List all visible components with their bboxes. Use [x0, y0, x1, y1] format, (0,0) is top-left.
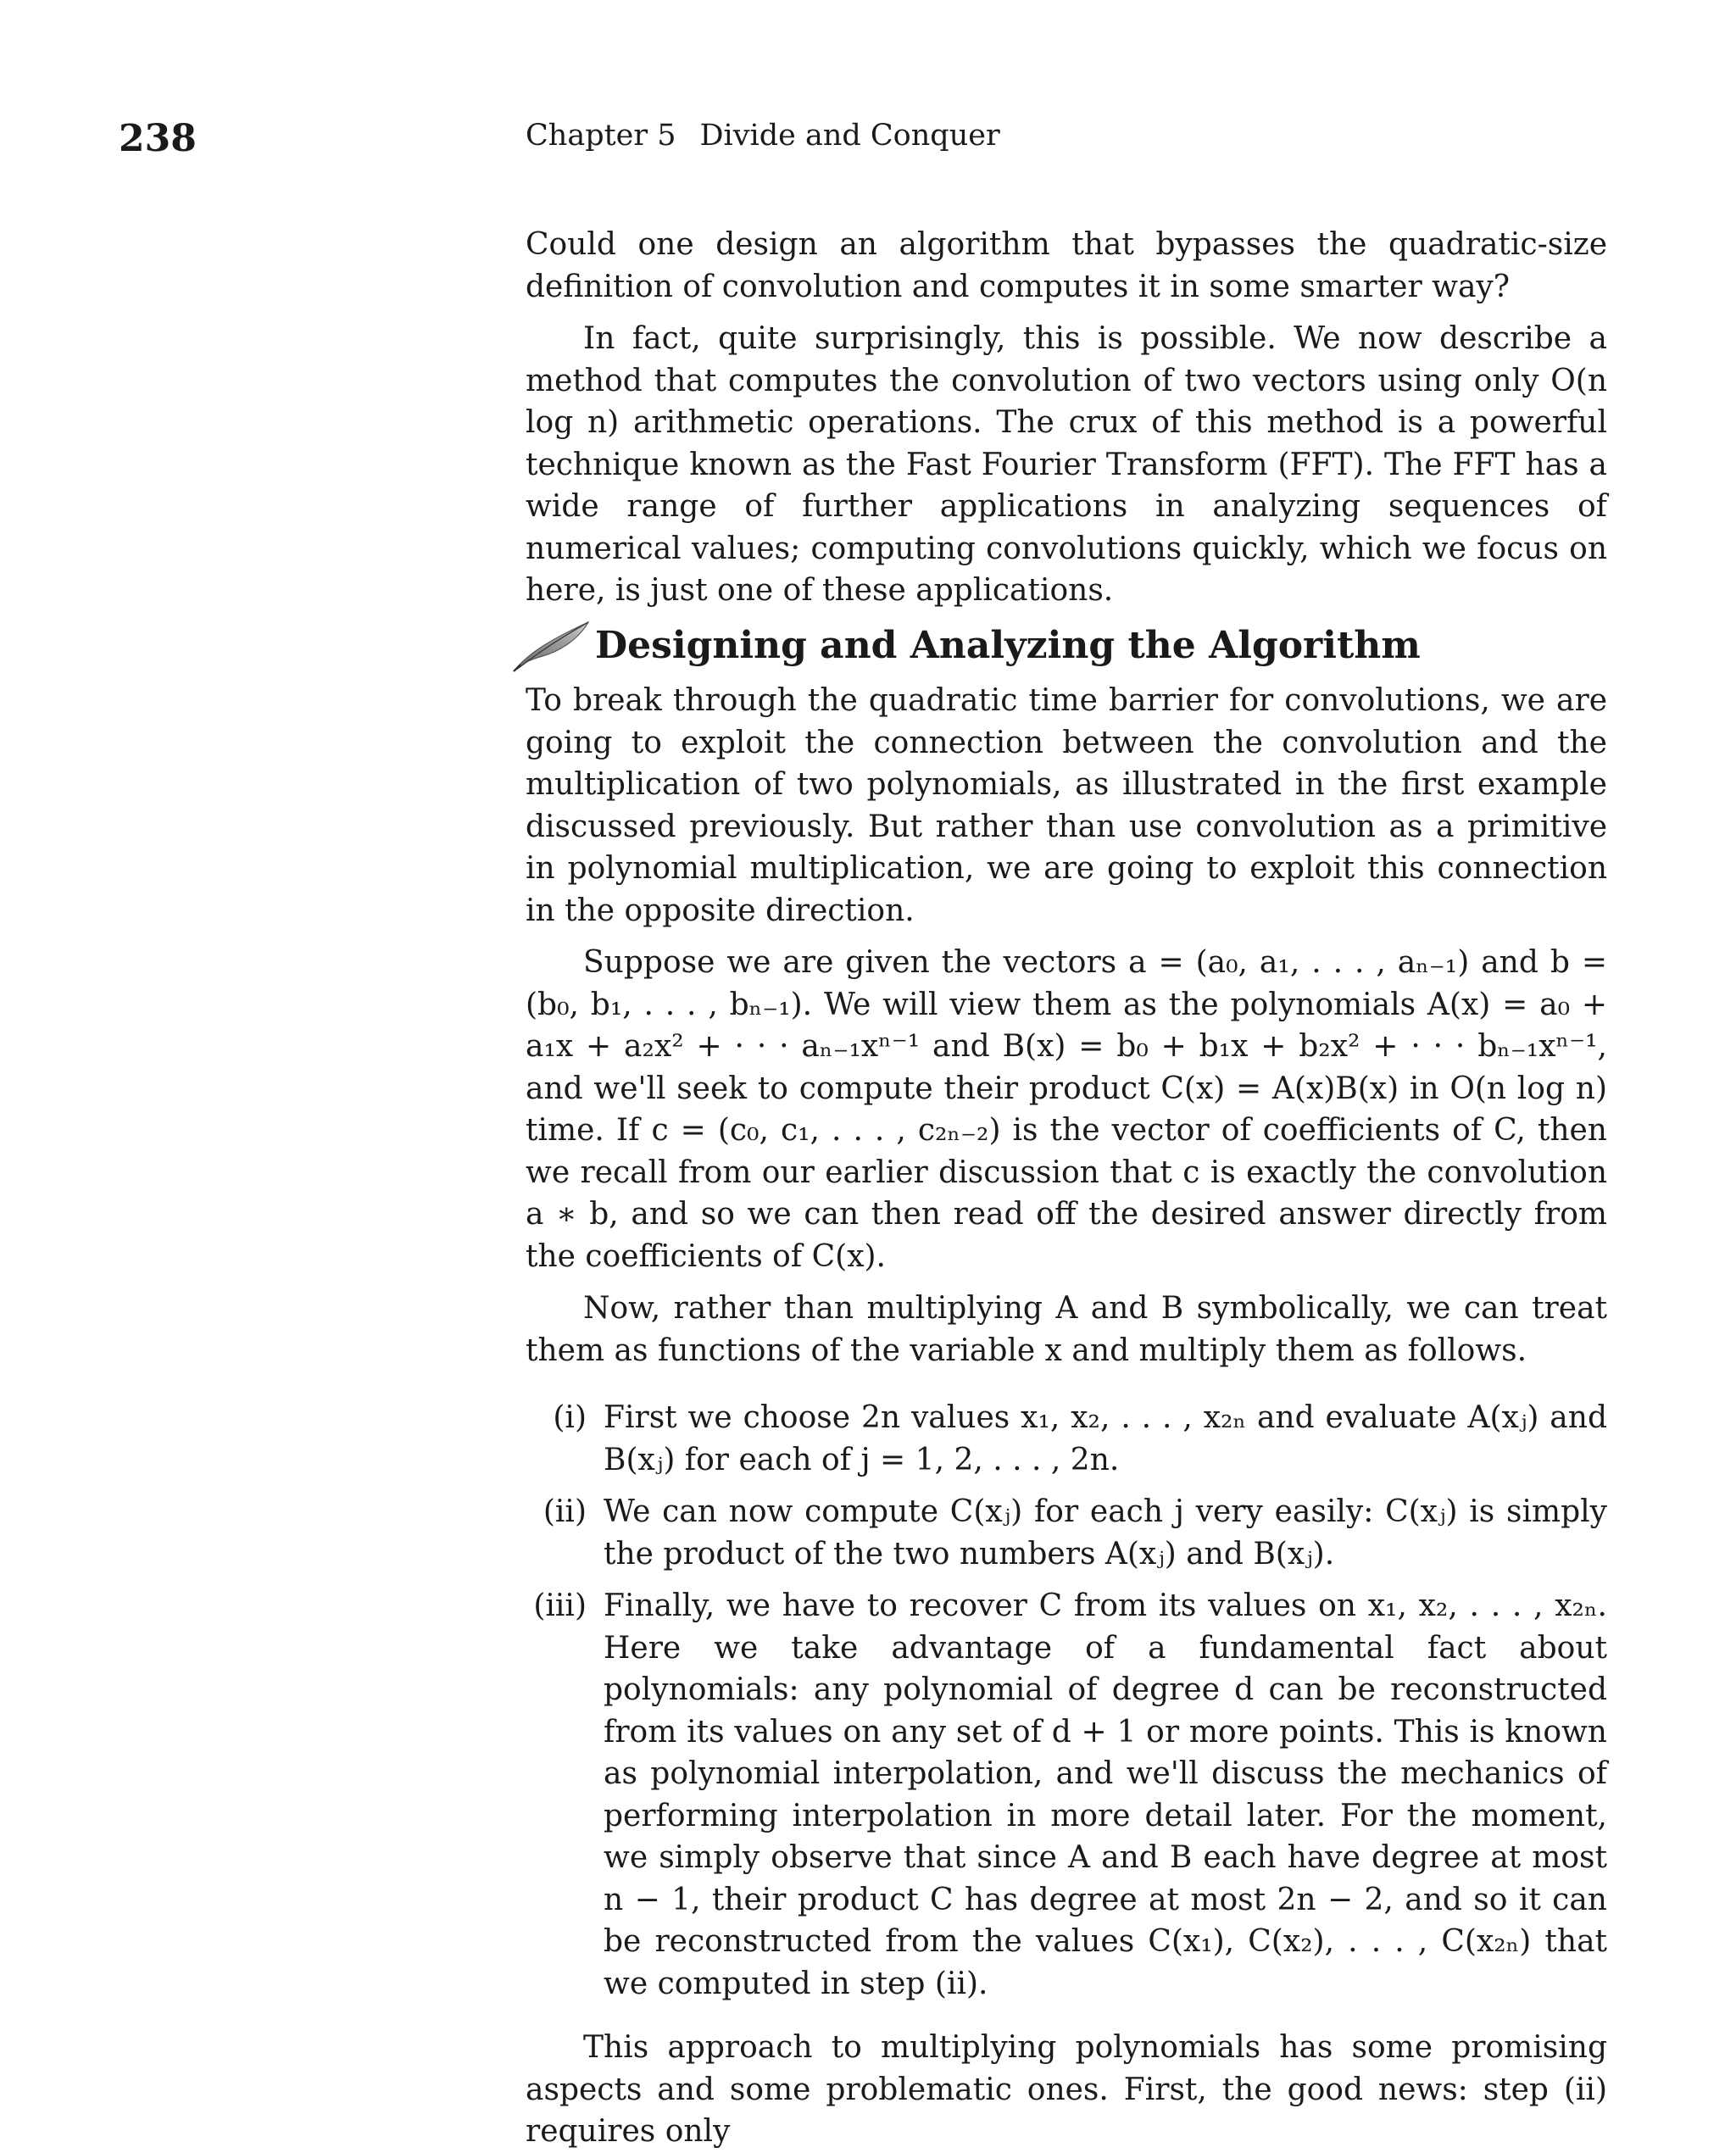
paragraph: In fact, quite surprisingly, this is possible. We now describe a method that computes the convolution of two vectors using only O(n log n) arithmetic operations. The crux of this method is a powerful technique known as the Fast Fourier Transform (FFT). The FFT has a wide range of further applications in analyzing sequences of numerical values; computing convolutions quickly, which we focus on here, is just one of these applications.: [526, 321, 1607, 608]
intro-block: [526, 224, 1607, 612]
chapter-label: Chapter 5: [526, 119, 676, 153]
section-heading: [509, 615, 1421, 675]
step-number: (iii): [533, 1588, 587, 1623]
paragraph: Now, rather than multiplying A and B symbolically, we can treat them as functions of the variable x and multiply them as follows.: [526, 1291, 1607, 1368]
paragraph: Suppose we are given the vectors a = (a₀, a₁, . . . , aₙ₋₁) and b = (b₀, b₁, . . . , bₙ₋₁). We will view them as the polynomials A(x) = a₀ + a₁x + a₂x² + · · · aₙ₋₁xⁿ⁻¹ and B(x) = b₀ + b₁x + b₂x² + · · · bₙ₋₁xⁿ⁻¹, and we'll seek to compute their product C(x) = A(x)B(x) in O(n log n) time. If c = (c₀, c₁, . . . , c₂ₙ₋₂) is the vector of coefficients of C, then we recall from our earlier discussion that c is exactly the convolution a ∗ b, and so we can then read off the desired answer directly from the coefficients of C(x).: [526, 945, 1607, 1274]
paragraph: This approach to multiplying polynomials has some promising aspects and some problematic ones. First, the good news: step (ii) requires only: [526, 2030, 1607, 2149]
page-number: 238: [119, 117, 197, 160]
steps-list: [526, 1397, 1607, 2005]
step-number: (ii): [542, 1494, 587, 1529]
paragraph: Could one design an algorithm that bypasses the quadratic-size definition of convolution and computes it in some smarter way?: [526, 227, 1607, 304]
step-text: We can now compute C(xⱼ) for each j very easily: C(xⱼ) is simply the product of the two numbers A(xⱼ) and B(xⱼ).: [604, 1494, 1607, 1572]
step-text: First we choose 2n values x₁, x₂, . . . , x₂ₙ and evaluate A(xⱼ) and B(xⱼ) for each of j = 1, 2, . . . , 2n.: [604, 1400, 1607, 1477]
quill-pen-icon: [509, 615, 593, 675]
list-item: [526, 1397, 1607, 1481]
list-item: [526, 1585, 1607, 2005]
section-title: Designing and Analyzing the Algorithm: [595, 623, 1421, 667]
chapter-title: Divide and Conquer: [699, 119, 1000, 153]
step-number: (i): [553, 1400, 587, 1435]
step-text: Finally, we have to recover C from its values on x₁, x₂, . . . , x₂ₙ. Here we take advantage of a fundamental fact about polynomials: any polynomial of degree d can be reconstructed from its values on any set of d + 1 or more points. This is known as polynomial interpolation, and we'll discuss the mechanics of performing interpolation in more detail later. For the moment, we simply observe that since A and B each have degree at most n − 1, their product C has degree at most 2n − 2, and so it can be reconstructed from the values C(x₁), C(x₂), . . . , C(x₂ₙ) that we computed in step (ii).: [604, 1588, 1607, 2001]
list-item: [526, 1491, 1607, 1575]
paragraph: To break through the quadratic time barrier for convolutions, we are going to exploit the connection between the convolution and the multiplication of two polynomials, as illustrated in the first example discussed previously. But rather than use convolution as a primitive in polynomial multiplication, we are going to exploit this connection in the opposite direction.: [526, 683, 1607, 928]
section-body: [526, 680, 1607, 2153]
running-head: [526, 119, 1000, 153]
